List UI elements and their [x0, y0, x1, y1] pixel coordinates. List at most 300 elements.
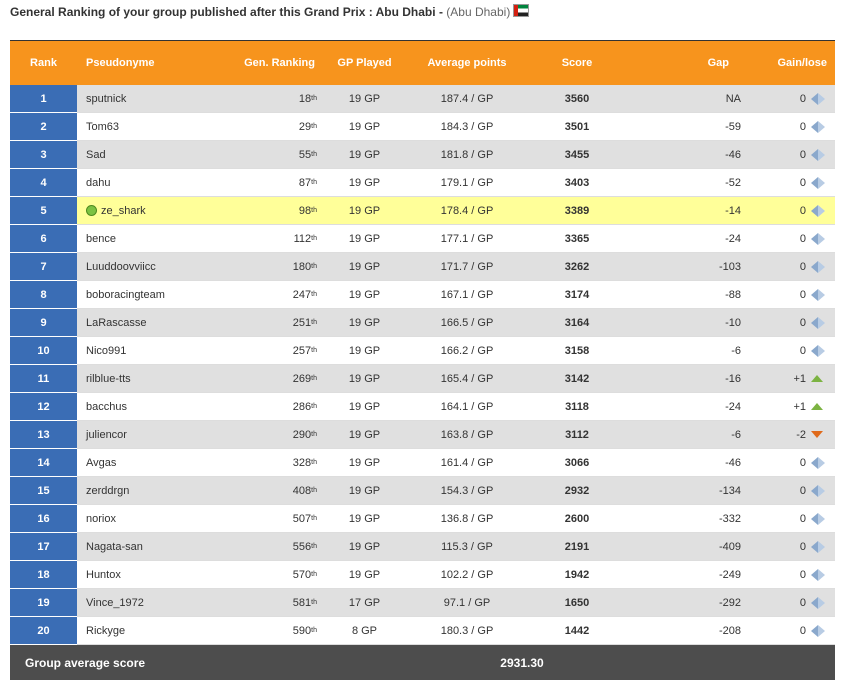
average-points-cell: 136.8 / GP	[440, 512, 494, 525]
trend-same-icon	[811, 289, 835, 301]
score-cell: 1942	[564, 568, 590, 581]
table-row	[10, 225, 835, 253]
trend-same-icon	[811, 317, 835, 329]
gen-ranking-suffix: th	[311, 235, 317, 242]
gp-played-cell: 19 GP	[348, 512, 381, 525]
gap-cell: -134	[718, 484, 741, 497]
gen-ranking-suffix: th	[311, 179, 317, 186]
average-points-cell: 171.7 / GP	[440, 260, 494, 273]
gap-cell: -103	[718, 260, 741, 273]
score-cell: 3158	[564, 344, 590, 357]
gen-ranking-cell	[222, 449, 322, 476]
trend-same-icon	[811, 569, 835, 581]
rank-cell: 14	[10, 449, 77, 477]
average-points-cell: 184.3 / GP	[440, 120, 494, 133]
pseudo-cell[interactable]	[77, 533, 222, 560]
gain-lose-value: +1	[793, 400, 806, 413]
score-cell: 3142	[564, 372, 590, 385]
gp-played-cell: 19 GP	[348, 232, 381, 245]
table-header	[10, 41, 835, 85]
table-row	[10, 561, 835, 589]
pseudo-cell[interactable]	[77, 141, 222, 168]
rank-cell: 3	[10, 141, 77, 169]
gen-ranking-suffix: th	[311, 543, 317, 550]
gen-ranking-suffix: th	[311, 599, 317, 606]
gp-played-cell: 19 GP	[348, 176, 381, 189]
score-cell: 2932	[564, 484, 590, 497]
col-gp-played-header[interactable]: GP Played	[337, 56, 392, 69]
pseudo-cell[interactable]	[77, 225, 222, 252]
gen-ranking-suffix: th	[311, 95, 317, 102]
gen-ranking-value: 269	[292, 372, 312, 385]
trend-same-icon	[811, 345, 835, 357]
gain-lose-cell	[747, 505, 835, 532]
gap-cell: -24	[725, 232, 741, 245]
col-gap-header[interactable]: Gap	[707, 56, 729, 69]
pseudo-text: Luuddoovviicc	[86, 260, 156, 273]
gen-ranking-value: 408	[292, 484, 312, 497]
gp-played-cell: 19 GP	[348, 204, 381, 217]
gp-played-cell: 19 GP	[348, 92, 381, 105]
gain-lose-cell	[747, 589, 835, 616]
pseudo-text: Nico991	[86, 344, 127, 357]
rank-cell: 2	[10, 113, 77, 141]
trend-same-icon	[811, 149, 835, 161]
gen-ranking-cell	[222, 589, 322, 616]
trend-same-icon	[811, 177, 835, 189]
rank-cell: 7	[10, 253, 77, 281]
gen-ranking-suffix: th	[311, 431, 317, 438]
pseudo-cell[interactable]	[77, 365, 222, 392]
gain-lose-cell	[747, 85, 835, 112]
gap-cell: -46	[725, 148, 741, 161]
gp-played-cell: 19 GP	[348, 260, 381, 273]
gain-lose-cell	[747, 365, 835, 392]
table-row	[10, 589, 835, 617]
gen-ranking-cell	[222, 197, 322, 224]
average-points-cell: 177.1 / GP	[440, 232, 494, 245]
rank-cell: 5	[10, 197, 77, 225]
gen-ranking-value: 257	[292, 344, 312, 357]
gen-ranking-value: 581	[292, 596, 312, 609]
average-points-cell: 154.3 / GP	[440, 484, 494, 497]
gain-lose-value: 0	[799, 204, 806, 217]
gp-played-cell: 19 GP	[348, 568, 381, 581]
gap-cell: -88	[725, 288, 741, 301]
pseudo-text: Nagata-san	[86, 540, 143, 553]
table-row	[10, 505, 835, 533]
gen-ranking-value: 570	[292, 568, 312, 581]
gp-played-cell: 19 GP	[348, 288, 381, 301]
rank-cell: 12	[10, 393, 77, 421]
table-row	[10, 533, 835, 561]
trend-same-icon	[811, 485, 835, 497]
pseudo-cell[interactable]	[77, 309, 222, 336]
trend-same-icon	[811, 205, 835, 217]
gen-ranking-cell	[222, 113, 322, 140]
pseudo-text: rilblue-tts	[86, 372, 131, 385]
table-row	[10, 337, 835, 365]
gap-cell: -46	[725, 456, 741, 469]
gen-ranking-suffix: th	[311, 319, 317, 326]
gen-ranking-suffix: th	[311, 375, 317, 382]
rank-cell: 8	[10, 281, 77, 309]
gen-ranking-value: 286	[292, 400, 312, 413]
average-points-cell: 167.1 / GP	[440, 288, 494, 301]
trend-same-icon	[811, 121, 835, 133]
gen-ranking-value: 590	[292, 624, 312, 637]
gen-ranking-value: 87	[298, 176, 312, 189]
score-cell: 3560	[564, 92, 590, 105]
gap-cell: -332	[718, 512, 741, 525]
trend-same-icon	[811, 261, 835, 273]
pseudo-text: ze_shark	[101, 204, 146, 217]
gen-ranking-value: 328	[292, 456, 312, 469]
gen-ranking-cell	[222, 225, 322, 252]
gain-lose-value: 0	[799, 568, 806, 581]
gp-played-cell: 19 GP	[348, 316, 381, 329]
gap-cell: -10	[725, 316, 741, 329]
table-row	[10, 169, 835, 197]
gp-played-cell: 17 GP	[348, 596, 381, 609]
gp-played-cell: 19 GP	[348, 344, 381, 357]
gen-ranking-suffix: th	[311, 487, 317, 494]
gp-played-cell: 19 GP	[348, 428, 381, 441]
score-cell: 3455	[564, 148, 590, 161]
table-row	[10, 393, 835, 421]
gain-lose-value: 0	[799, 288, 806, 301]
pseudo-cell[interactable]	[77, 421, 222, 448]
col-gen-ranking-header[interactable]: Gen. Ranking	[244, 56, 315, 69]
gain-lose-value: 0	[799, 596, 806, 609]
group-average-value: 2931.30	[500, 655, 544, 670]
trend-same-icon	[811, 513, 835, 525]
score-cell: 1442	[564, 624, 590, 637]
gen-ranking-cell	[222, 561, 322, 588]
gain-lose-value: +1	[793, 372, 806, 385]
gain-lose-cell	[747, 141, 835, 168]
gap-cell: -14	[725, 204, 741, 217]
pseudo-cell[interactable]	[77, 281, 222, 308]
average-points-cell: 178.4 / GP	[440, 204, 494, 217]
group-average-label: Group average score	[25, 655, 146, 670]
gen-ranking-value: 29	[298, 120, 312, 133]
gap-cell: -59	[725, 120, 741, 133]
average-points-cell: 115.3 / GP	[441, 540, 493, 553]
gain-lose-cell	[747, 169, 835, 196]
gen-ranking-cell	[222, 477, 322, 504]
trend-same-icon	[811, 457, 835, 469]
gen-ranking-suffix: th	[311, 347, 317, 354]
gen-ranking-cell	[222, 505, 322, 532]
rank-cell: 15	[10, 477, 77, 505]
col-rank-header[interactable]: Rank	[30, 56, 57, 69]
score-cell: 2191	[564, 540, 590, 553]
average-points-cell: 161.4 / GP	[440, 456, 494, 469]
gain-lose-cell	[747, 281, 835, 308]
pseudo-cell[interactable]	[77, 197, 222, 224]
trend-same-icon	[811, 93, 835, 105]
score-cell: 2600	[564, 512, 590, 525]
gen-ranking-suffix: th	[311, 627, 317, 634]
pseudo-text: Vince_1972	[86, 596, 144, 609]
gen-ranking-cell	[222, 421, 322, 448]
gen-ranking-value: 251	[292, 316, 312, 329]
average-points-cell: 97.1 / GP	[443, 596, 491, 609]
gain-lose-value: 0	[799, 260, 806, 273]
gen-ranking-cell	[222, 253, 322, 280]
gen-ranking-suffix: th	[311, 263, 317, 270]
pseudo-text: dahu	[86, 176, 111, 189]
average-points-cell: 166.5 / GP	[440, 316, 494, 329]
gain-lose-cell	[747, 253, 835, 280]
pseudo-text: Avgas	[86, 456, 117, 469]
rank-cell: 4	[10, 169, 77, 197]
trend-down-icon	[811, 431, 835, 438]
gain-lose-value: 0	[799, 624, 806, 637]
gen-ranking-cell	[222, 141, 322, 168]
gen-ranking-suffix: th	[311, 151, 317, 158]
pseudo-cell[interactable]	[77, 113, 222, 140]
average-points-cell: 187.4 / GP	[440, 92, 494, 105]
gen-ranking-cell	[222, 85, 322, 112]
gain-lose-value: 0	[799, 316, 806, 329]
pseudo-text: boboracingteam	[86, 288, 165, 301]
pseudo-text: Huntox	[86, 568, 121, 581]
pseudo-cell[interactable]	[77, 393, 222, 420]
gen-ranking-suffix: th	[311, 515, 317, 522]
gain-lose-cell	[747, 533, 835, 560]
gp-played-cell: 19 GP	[348, 540, 381, 553]
table-body	[10, 85, 835, 645]
pseudo-cell[interactable]	[77, 253, 222, 280]
gain-lose-value: 0	[799, 120, 806, 133]
pseudo-text: LaRascasse	[86, 316, 147, 329]
table-row	[10, 421, 835, 449]
current-user-dot-icon	[86, 205, 97, 216]
average-points-cell: 166.2 / GP	[440, 344, 494, 357]
score-cell: 3118	[565, 400, 589, 413]
pseudo-text: noriox	[86, 512, 116, 525]
rank-cell: 9	[10, 309, 77, 337]
gp-played-cell: 19 GP	[348, 148, 381, 161]
pseudo-cell[interactable]	[77, 617, 222, 644]
rank-cell: 18	[10, 561, 77, 589]
gain-lose-cell	[747, 477, 835, 504]
rank-cell: 20	[10, 617, 77, 645]
score-cell: 3403	[564, 176, 590, 189]
gap-cell: -24	[725, 400, 741, 413]
score-cell: 3164	[564, 316, 590, 329]
trend-up-icon	[811, 403, 835, 410]
score-cell: 3365	[564, 232, 590, 245]
gain-lose-value: 0	[799, 456, 806, 469]
heading-separator: -	[435, 5, 447, 19]
gain-lose-cell	[747, 561, 835, 588]
uae-flag-icon	[513, 4, 529, 17]
gen-ranking-cell	[222, 169, 322, 196]
gp-played-cell: 19 GP	[348, 372, 381, 385]
trend-same-icon	[811, 597, 835, 609]
gen-ranking-value: 98	[298, 204, 312, 217]
heading-location: (Abu Dhabi)	[446, 5, 511, 19]
rank-cell: 1	[10, 85, 77, 113]
rank-cell: 11	[10, 365, 77, 393]
pseudo-cell[interactable]	[77, 337, 222, 364]
average-points-cell: 165.4 / GP	[440, 372, 494, 385]
gp-played-cell: 19 GP	[348, 120, 381, 133]
gp-played-cell: 8 GP	[351, 624, 378, 637]
gp-played-cell: 19 GP	[348, 484, 381, 497]
pseudo-text: Sad	[86, 148, 106, 161]
gen-ranking-cell	[222, 281, 322, 308]
gen-ranking-value: 112	[293, 232, 312, 245]
pseudo-cell[interactable]	[77, 561, 222, 588]
pseudo-cell[interactable]	[77, 589, 222, 616]
ranking-table	[10, 40, 835, 681]
gen-ranking-value: 55	[298, 148, 312, 161]
average-points-cell: 163.8 / GP	[440, 428, 494, 441]
gain-lose-cell	[747, 421, 835, 448]
rank-cell: 19	[10, 589, 77, 617]
rank-cell: 13	[10, 421, 77, 449]
trend-same-icon	[811, 625, 835, 637]
table-footer	[10, 645, 835, 680]
gain-lose-cell	[747, 113, 835, 140]
gen-ranking-value: 507	[292, 512, 312, 525]
gen-ranking-cell	[222, 393, 322, 420]
score-cell: 3174	[564, 288, 590, 301]
score-cell: 1650	[564, 596, 590, 609]
average-points-cell: 181.8 / GP	[440, 148, 494, 161]
col-gain-header[interactable]: Gain/lose	[777, 56, 827, 69]
pseudo-text: Tom63	[86, 120, 120, 133]
table-row	[10, 113, 835, 141]
heading-title: General Ranking of your group published after this Grand Prix : Abu Dhabi	[10, 5, 436, 19]
gain-lose-value: 0	[799, 232, 806, 245]
gen-ranking-value: 556	[292, 540, 312, 553]
gap-cell: -409	[718, 540, 741, 553]
rank-cell: 10	[10, 337, 77, 365]
page-heading	[10, 4, 529, 20]
gen-ranking-suffix: th	[311, 571, 317, 578]
score-cell: 3501	[564, 120, 590, 133]
gap-cell: -6	[731, 344, 741, 357]
average-points-cell: 164.1 / GP	[440, 400, 494, 413]
pseudo-text: zerddrgn	[86, 484, 130, 497]
gain-lose-cell	[747, 337, 835, 364]
table-row	[10, 309, 835, 337]
gp-played-cell: 19 GP	[348, 400, 381, 413]
gen-ranking-value: 290	[292, 428, 312, 441]
table-row	[10, 253, 835, 281]
gen-ranking-suffix: th	[311, 123, 317, 130]
gen-ranking-suffix: th	[311, 459, 317, 466]
col-average-header[interactable]: Average points	[427, 56, 507, 69]
gen-ranking-suffix: th	[311, 207, 317, 214]
table-row	[10, 477, 835, 505]
gen-ranking-cell	[222, 309, 322, 336]
pseudo-cell[interactable]	[77, 449, 222, 476]
gap-cell: -6	[731, 428, 741, 441]
gp-played-cell: 19 GP	[348, 456, 381, 469]
trend-same-icon	[811, 233, 835, 245]
score-cell: 3389	[564, 204, 590, 217]
gen-ranking-cell	[222, 533, 322, 560]
table-row	[10, 449, 835, 477]
gen-ranking-suffix: th	[311, 403, 317, 410]
gain-lose-value: 0	[799, 344, 806, 357]
average-points-cell: 179.1 / GP	[440, 176, 494, 189]
gen-ranking-cell	[222, 617, 322, 644]
gain-lose-value: -2	[796, 428, 806, 441]
gain-lose-cell	[747, 197, 835, 224]
gap-cell: NA	[725, 92, 741, 105]
trend-up-icon	[811, 375, 835, 382]
gen-ranking-cell	[222, 337, 322, 364]
gain-lose-value: 0	[799, 92, 806, 105]
rank-cell: 16	[10, 505, 77, 533]
average-points-cell: 180.3 / GP	[440, 624, 494, 637]
pseudo-text: bacchus	[86, 400, 127, 413]
gen-ranking-cell	[222, 365, 322, 392]
gen-ranking-value: 247	[292, 288, 312, 301]
gain-lose-value: 0	[799, 512, 806, 525]
gain-lose-value: 0	[799, 148, 806, 161]
gain-lose-cell	[747, 449, 835, 476]
gap-cell: -208	[718, 624, 741, 637]
gap-cell: -52	[725, 176, 741, 189]
table-row	[10, 281, 835, 309]
gain-lose-cell	[747, 617, 835, 644]
gap-cell: -16	[725, 372, 741, 385]
gain-lose-value: 0	[799, 176, 806, 189]
table-row	[10, 85, 835, 113]
col-score-header[interactable]: Score	[561, 56, 593, 69]
gain-lose-cell	[747, 225, 835, 252]
rank-cell: 6	[10, 225, 77, 253]
pseudo-cell[interactable]	[77, 477, 222, 504]
table-row	[10, 617, 835, 645]
gain-lose-cell	[747, 393, 835, 420]
col-pseudo-header[interactable]: Pseudonyme	[86, 56, 155, 69]
gen-ranking-suffix: th	[311, 291, 317, 298]
gen-ranking-value: 180	[292, 260, 312, 273]
gain-lose-value: 0	[799, 540, 806, 553]
pseudo-text: juliencor	[86, 428, 127, 441]
score-cell: 3112	[565, 428, 589, 441]
pseudo-cell[interactable]	[77, 169, 222, 196]
pseudo-cell[interactable]	[77, 505, 222, 532]
table-row	[10, 141, 835, 169]
trend-same-icon	[811, 541, 835, 553]
gap-cell: -292	[718, 596, 741, 609]
pseudo-cell[interactable]	[77, 85, 222, 112]
pseudo-text: Rickyge	[86, 624, 126, 637]
table-row	[10, 365, 835, 393]
pseudo-text: sputnick	[86, 92, 127, 105]
gain-lose-value: 0	[799, 484, 806, 497]
gen-ranking-value: 18	[298, 92, 312, 105]
rank-cell: 17	[10, 533, 77, 561]
average-points-cell: 102.2 / GP	[440, 568, 494, 581]
pseudo-text: bence	[86, 232, 116, 245]
table-row	[10, 197, 835, 225]
score-cell: 3066	[564, 456, 590, 469]
gain-lose-cell	[747, 309, 835, 336]
gap-cell: -249	[718, 568, 741, 581]
score-cell: 3262	[564, 260, 590, 273]
